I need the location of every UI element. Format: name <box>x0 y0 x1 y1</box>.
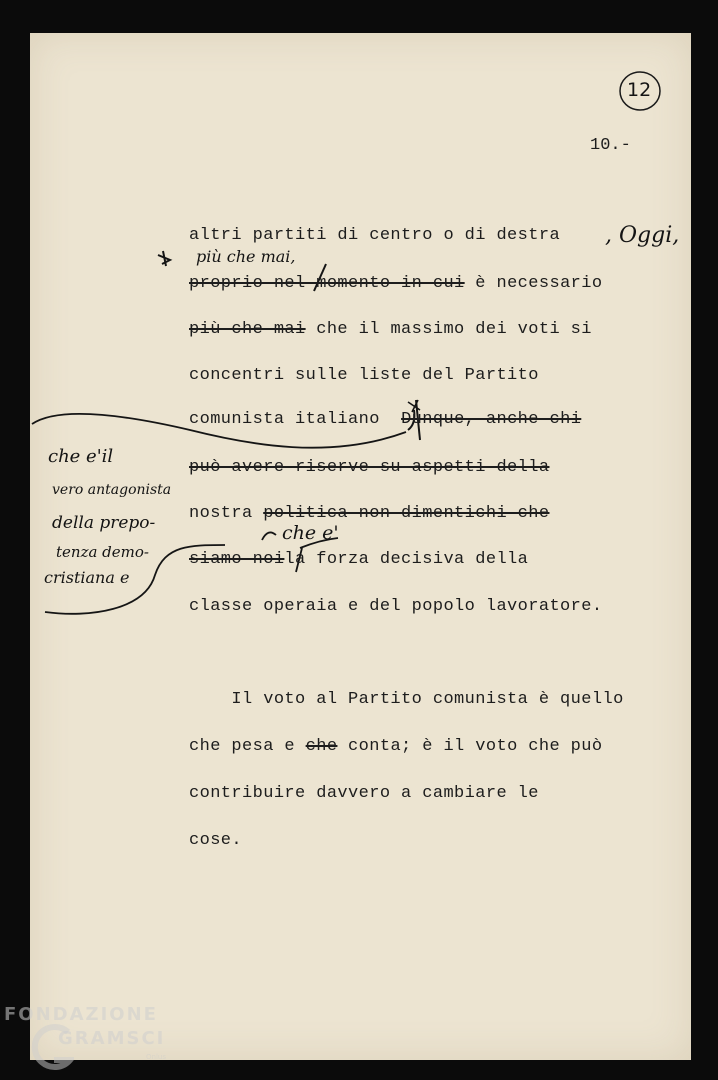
margin-note-line-3: della prepo- <box>52 513 156 533</box>
text-span: la forza decisiva della <box>284 550 529 569</box>
page-number: 10.- <box>590 136 631 155</box>
text-span: che il massimo dei voti si <box>305 320 592 339</box>
struck-text: politica non dimentichi che <box>263 504 550 523</box>
text-line-6 <box>189 458 549 477</box>
text-line-3 <box>189 320 592 339</box>
text-line-7 <box>189 504 549 523</box>
logo-subtitle: Onlus <box>146 1053 166 1061</box>
handwritten-piu-che-mai: più che mai, <box>196 247 296 266</box>
folio-number: 12 <box>627 79 652 101</box>
logo-gramsci: GRAMSCI <box>58 1028 166 1049</box>
struck-text: Dunque, anche chi <box>401 410 582 429</box>
logo-foundation: FONDAZIONE <box>4 1004 158 1025</box>
text-span: comunista italiano <box>189 410 380 429</box>
text-span: conta; è il voto che può <box>337 737 603 756</box>
text-para2-line4: cose. <box>189 831 243 850</box>
margin-note-line-5: cristiana e <box>44 568 130 587</box>
text-line-4: concentri sulle liste del Partito <box>189 366 539 385</box>
margin-note-line-4: tenza demo- <box>56 543 149 561</box>
text-line-2 <box>189 274 602 293</box>
struck-text: proprio nel momento in cui <box>189 274 465 293</box>
logo-mark-icon <box>28 1024 74 1076</box>
handwritten-oggi: , Oggi, <box>605 223 680 248</box>
handwritten-che-e: che e' <box>282 522 339 544</box>
text-line-5 <box>189 410 581 429</box>
text-para2-line3: contribuire davvero a cambiare le <box>189 784 539 803</box>
text-line-8 <box>189 550 528 569</box>
margin-note-line-2: vero antagonista <box>52 482 172 498</box>
margin-note-line-1: che e'il <box>48 446 114 467</box>
struck-text: può avere riserve su aspetti della <box>189 458 550 477</box>
text-span: è necessario <box>464 274 603 293</box>
text-line-9: classe operaia e del popolo lavoratore. <box>189 597 603 616</box>
text-para2-line1: Il voto al Partito comunista è quello <box>189 690 624 709</box>
struck-text: più che mai <box>189 320 306 339</box>
text-span: nostra <box>189 504 264 523</box>
text-para2-line2 <box>189 737 602 756</box>
text-span: che pesa e <box>189 737 306 756</box>
struck-text: siamo noi <box>189 550 285 569</box>
struck-text: che <box>305 737 338 756</box>
text-line-1: altri partiti di centro o di destra <box>189 226 561 245</box>
